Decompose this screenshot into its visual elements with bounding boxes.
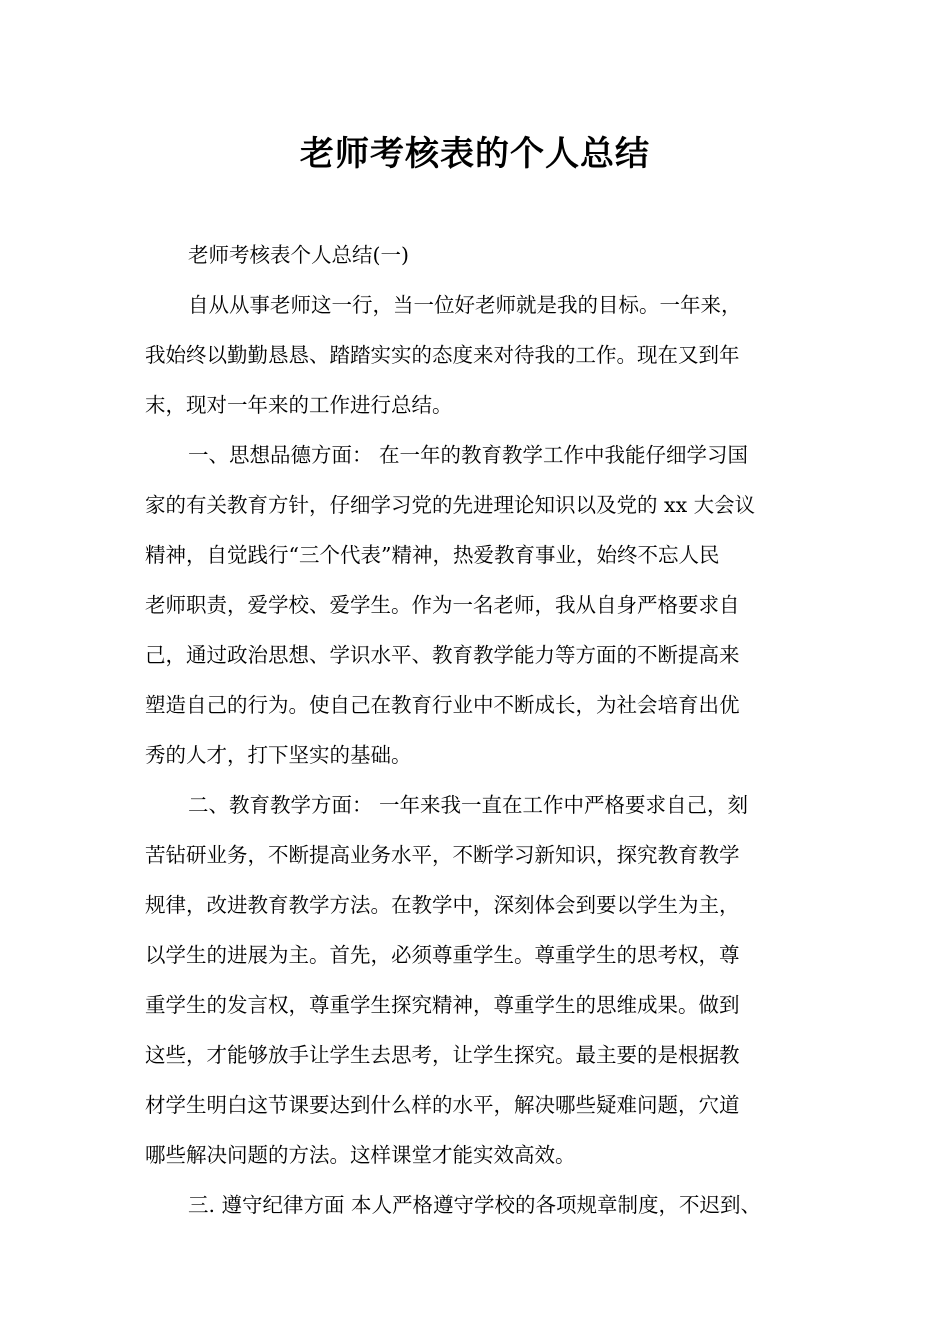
paragraph-line: 以学生的进展为主。首先，必须尊重学生。尊重学生的思考权，尊 xyxy=(145,943,740,967)
paragraph-line: 规律，改进教育教学方法。在教学中，深刻体会到要以学生为主， xyxy=(145,893,740,917)
paragraph-line: 老师职责，爱学校、爱学生。作为一名老师，我从自身严格要求自 xyxy=(145,593,740,617)
paragraph-line: 三. 遵守纪律方面 本人严格遵守学校的各项规章制度，不迟到、 xyxy=(188,1193,762,1217)
paragraph-line: 我始终以勤勤恳恳、踏踏实实的态度来对待我的工作。现在又到年 xyxy=(145,343,740,367)
paragraph-line: 自从从事老师这一行，当一位好老师就是我的目标。一年来， xyxy=(188,293,742,317)
paragraph-line: 哪些解决问题的方法。这样课堂才能实效高效。 xyxy=(145,1143,576,1167)
paragraph-line: 重学生的发言权，尊重学生探究精神，尊重学生的思维成果。做到 xyxy=(145,993,740,1017)
document-title: 老师考核表的个人总结 xyxy=(300,134,650,174)
document-body xyxy=(145,230,825,1230)
paragraph-line: 苦钻研业务，不断提高业务水平，不断学习新知识，探究教育教学 xyxy=(145,843,740,867)
paragraph-line: 家的有关教育方针，仔细学习党的先进理论知识以及党的 xx 大会议 xyxy=(145,493,756,517)
paragraph-line: 秀的人才，打下坚实的基础。 xyxy=(145,743,412,767)
paragraph-line: 二、教育教学方面： 一年来我一直在工作中严格要求自己，刻 xyxy=(188,793,749,817)
paragraph-line: 这些，才能够放手让学生去思考，让学生探究。最主要的是根据教 xyxy=(145,1043,740,1067)
paragraph-line: 己，通过政治思想、学识水平、教育教学能力等方面的不断提高来 xyxy=(145,643,740,667)
paragraph-line: 材学生明白这节课要达到什么样的水平，解决哪些疑难问题，穴道 xyxy=(145,1093,740,1117)
paragraph-line: 一、思想品德方面： 在一年的教育教学工作中我能仔细学习国 xyxy=(188,443,749,467)
paragraph-line: 末，现对一年来的工作进行总结。 xyxy=(145,393,453,417)
paragraph-line: 精神，自觉践行“三个代表”精神，热爱教育事业，始终不忘人民 xyxy=(145,543,720,567)
section-heading: 老师考核表个人总结(一) xyxy=(188,243,409,267)
paragraph-line: 塑造自己的行为。使自己在教育行业中不断成长，为社会培育出优 xyxy=(145,693,740,717)
